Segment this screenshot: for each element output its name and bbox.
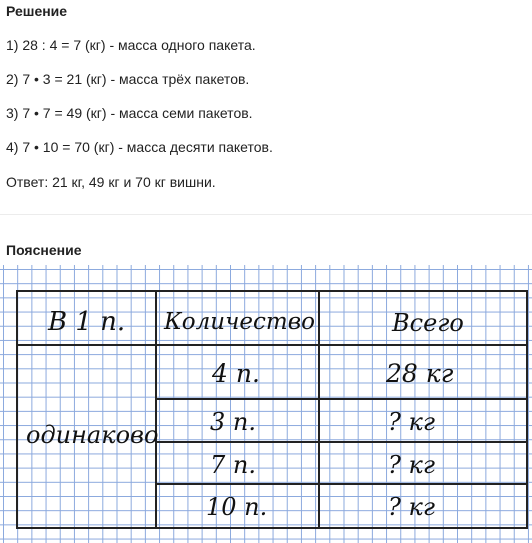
- table-top-border: [16, 290, 528, 292]
- explanation-heading: Пояснение: [6, 242, 82, 258]
- cell-total-3: ? кг: [388, 451, 435, 479]
- handwritten-table-image: [0, 265, 532, 543]
- cell-count-2: 3 п.: [210, 408, 256, 436]
- cell-total-4: ? кг: [388, 493, 435, 521]
- table-bottom-border: [16, 527, 528, 529]
- table-row-border-1: [156, 398, 528, 400]
- header-total: Всего: [392, 309, 464, 337]
- solution-step-4: 4) 7 • 10 = 70 (кг) - масса десяти пакетов.: [6, 139, 273, 155]
- header-count: Количество: [164, 309, 315, 335]
- table-row-border-2: [156, 441, 528, 443]
- table-header-border: [16, 344, 528, 346]
- cell-per-packet: одинаково: [26, 421, 159, 449]
- cell-count-1: 4 п.: [212, 359, 260, 388]
- solution-step-1: 1) 28 : 4 = 7 (кг) - масса одного пакета.: [6, 37, 256, 53]
- table-left-border: [16, 290, 18, 529]
- solution-heading: Решение: [6, 3, 68, 19]
- cell-total-2: ? кг: [388, 408, 435, 436]
- solution-step-2: 2) 7 • 3 = 21 (кг) - масса трёх пакетов.: [6, 71, 250, 87]
- table-row-border-3: [156, 483, 528, 485]
- cell-total-1: 28 кг: [386, 359, 454, 388]
- table-col-border-1: [155, 290, 157, 529]
- table-right-border: [526, 290, 528, 529]
- cell-count-4: 10 п.: [206, 493, 268, 521]
- cell-count-3: 7 п.: [210, 451, 256, 479]
- solution-step-3: 3) 7 • 7 = 49 (кг) - масса семи пакетов.: [6, 105, 253, 121]
- section-divider: [0, 214, 532, 215]
- header-per-packet: В 1 п.: [48, 307, 126, 337]
- table-col-border-2: [318, 290, 320, 529]
- solution-answer: Ответ: 21 кг, 49 кг и 70 кг вишни.: [6, 174, 216, 190]
